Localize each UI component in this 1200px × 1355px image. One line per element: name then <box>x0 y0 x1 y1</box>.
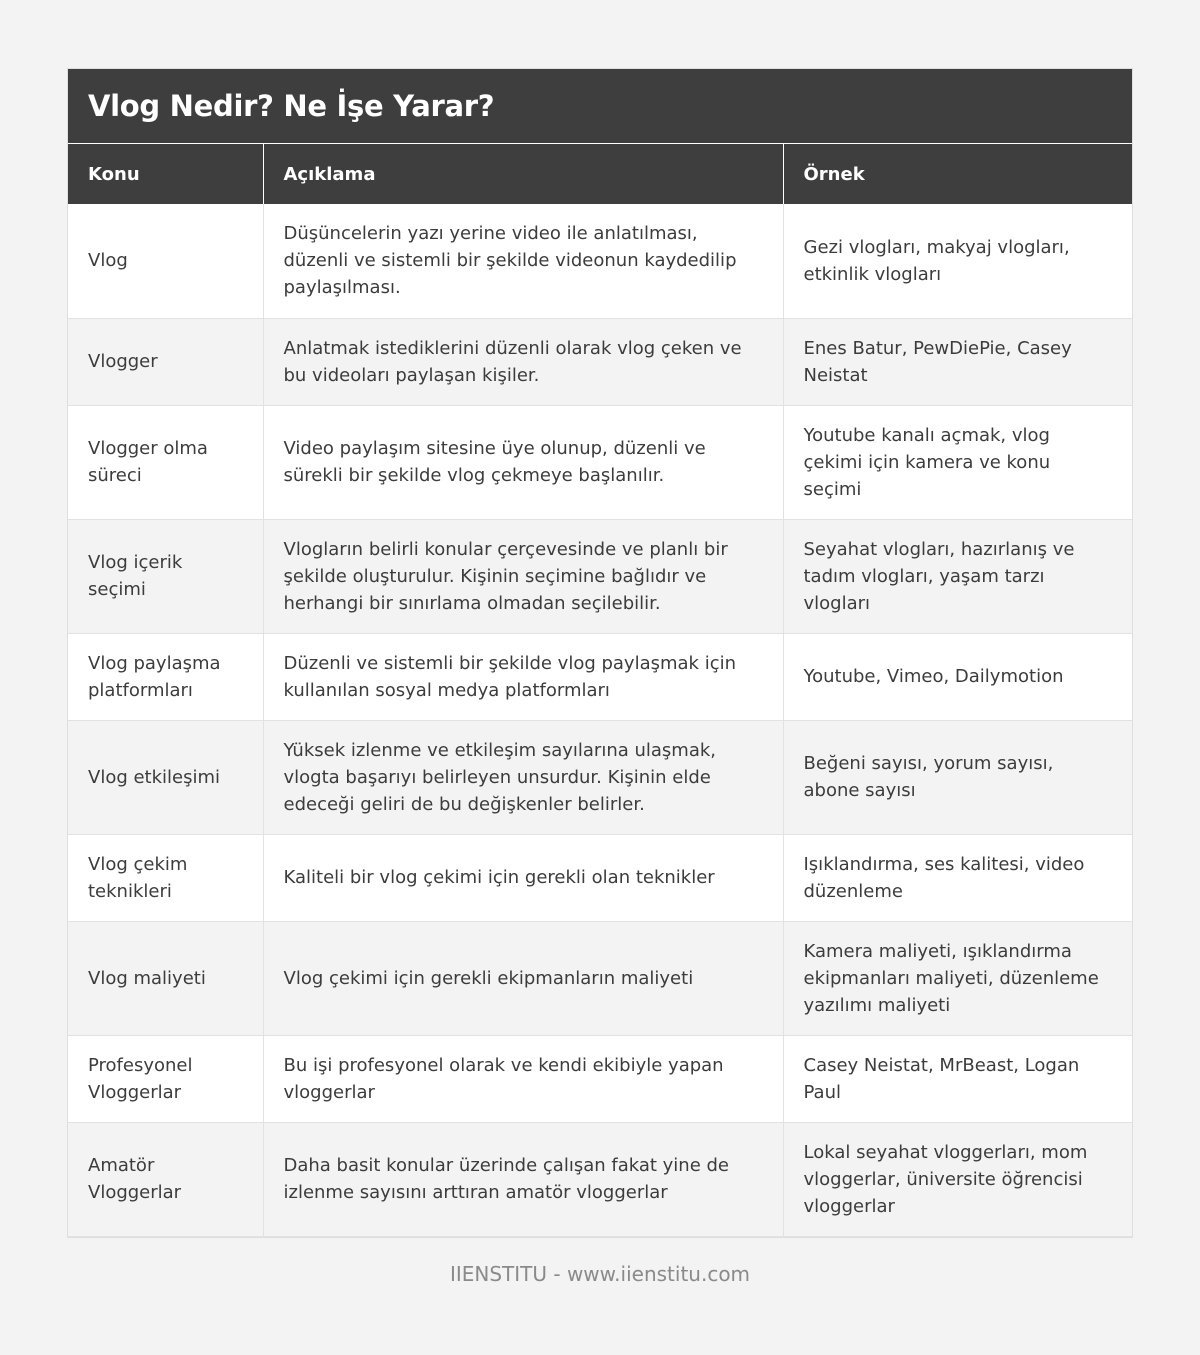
cell-aciklama: Daha basit konular üzerinde çalışan fakat yine de izlenme sayısını arttıran amatör vloggerlar <box>263 1122 783 1236</box>
table-row <box>68 921 1132 1035</box>
cell-aciklama: Kaliteli bir vlog çekimi için gerekli olan teknikler <box>263 834 783 921</box>
cell-aciklama: Video paylaşım sitesine üye olunup, düzenli ve sürekli bir şekilde vlog çekmeye başlanılır. <box>263 405 783 519</box>
cell-konu: Profesyonel Vloggerlar <box>68 1035 263 1122</box>
table-row <box>68 204 1132 318</box>
cell-konu: Vlog içerik seçimi <box>68 519 263 633</box>
footer-credit: IIENSTITU - www.iienstitu.com <box>449 1262 751 1286</box>
table-row <box>68 519 1132 633</box>
cell-ornek: Seyahat vlogları, hazırlanış ve tadım vlogları, yaşam tarzı vlogları <box>783 519 1132 633</box>
column-header-konu: Konu <box>68 144 263 204</box>
cell-aciklama: Yüksek izlenme ve etkileşim sayılarına ulaşmak, vlogta başarıyı belirleyen unsurdur. Kişinin elde edeceği geliri de bu değişkenler belirler. <box>263 720 783 834</box>
cell-aciklama: Anlatmak istediklerini düzenli olarak vlog çeken ve bu videoları paylaşan kişiler. <box>263 318 783 405</box>
table-row <box>68 318 1132 405</box>
cell-konu: Vlog maliyeti <box>68 921 263 1035</box>
column-header-ornek: Örnek <box>783 144 1132 204</box>
column-header-aciklama: Açıklama <box>263 144 783 204</box>
cell-ornek: Kamera maliyeti, ışıklandırma ekipmanları maliyeti, düzenleme yazılımı maliyeti <box>783 921 1132 1035</box>
cell-aciklama: Vlog çekimi için gerekli ekipmanların maliyeti <box>263 921 783 1035</box>
cell-konu: Vlog çekim teknikleri <box>68 834 263 921</box>
cell-ornek: Lokal seyahat vloggerları, mom vloggerlar, üniversite öğrencisi vloggerlar <box>783 1122 1132 1236</box>
cell-konu: Amatör Vloggerlar <box>68 1122 263 1236</box>
table-header-row <box>68 144 1132 204</box>
cell-ornek: Casey Neistat, MrBeast, Logan Paul <box>783 1035 1132 1122</box>
table-row <box>68 1035 1132 1122</box>
cell-ornek: Youtube kanalı açmak, vlog çekimi için kamera ve konu seçimi <box>783 405 1132 519</box>
cell-aciklama: Bu işi profesyonel olarak ve kendi ekibiyle yapan vloggerlar <box>263 1035 783 1122</box>
table-row <box>68 834 1132 921</box>
cell-aciklama: Düşüncelerin yazı yerine video ile anlatılması, düzenli ve sistemli bir şekilde videonun kaydedilip paylaşılması. <box>263 204 783 318</box>
table-row <box>68 1122 1132 1236</box>
table-row <box>68 633 1132 720</box>
table-row <box>68 720 1132 834</box>
cell-konu: Vlogger <box>68 318 263 405</box>
cell-konu: Vlog <box>68 204 263 318</box>
cell-aciklama: Vlogların belirli konular çerçevesinde ve planlı bir şekilde oluşturulur. Kişinin seçimine bağlıdır ve herhangi bir sınırlama olmadan seçilebilir. <box>263 519 783 633</box>
cell-ornek: Beğeni sayısı, yorum sayısı, abone sayısı <box>783 720 1132 834</box>
cell-konu: Vlogger olma süreci <box>68 405 263 519</box>
vlog-table <box>68 144 1132 1237</box>
cell-ornek: Işıklandırma, ses kalitesi, video düzenleme <box>783 834 1132 921</box>
cell-aciklama: Düzenli ve sistemli bir şekilde vlog paylaşmak için kullanılan sosyal medya platformları <box>263 633 783 720</box>
table-row <box>68 405 1132 519</box>
cell-ornek: Enes Batur, PewDiePie, Casey Neistat <box>783 318 1132 405</box>
cell-konu: Vlog etkileşimi <box>68 720 263 834</box>
info-table-card <box>68 69 1132 1237</box>
cell-ornek: Gezi vlogları, makyaj vlogları, etkinlik vlogları <box>783 204 1132 318</box>
cell-konu: Vlog paylaşma platformları <box>68 633 263 720</box>
page-title: Vlog Nedir? Ne İşe Yarar? <box>88 89 495 123</box>
title-bar <box>68 69 1132 144</box>
cell-ornek: Youtube, Vimeo, Dailymotion <box>783 633 1132 720</box>
